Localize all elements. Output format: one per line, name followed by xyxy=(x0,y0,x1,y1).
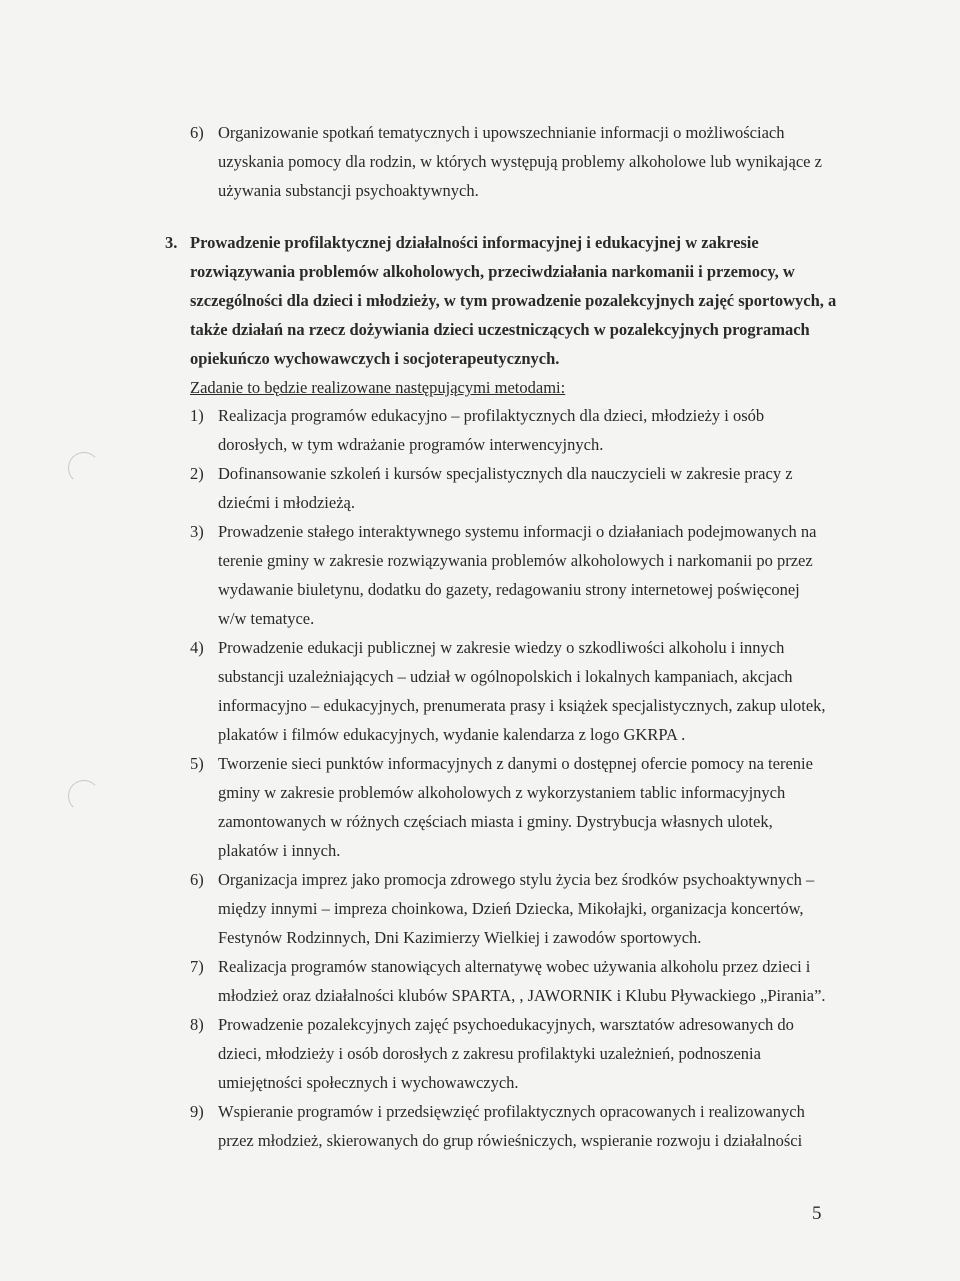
list-item-number: 8) xyxy=(190,1015,204,1034)
list-item-number: 7) xyxy=(190,957,204,976)
list-item xyxy=(190,633,830,749)
section-title: Prowadzenie profilaktycznej działalności informacyjnej i edukacyjnej w zakresie rozwiązywania problemów alkoholowych, przeciwdziałania narkomanii i przemocy, w szczególności dla dzieci i młodzieży, w tym prowadzenie pozalekcyjnych zajęć sportowych, a także działań na rzecz dożywiania dzieci uczestniczących w pozalekcyjnych programach opiekuńczo wychowawczych i socjoterapeutycznych. xyxy=(190,233,837,368)
list-item-text: Tworzenie sieci punktów informacyjnych z danymi o dostępnej ofercie pomocy na terenie gminy w zakresie problemów alkoholowych z wykorzystaniem tablic informacyjnych zamontowanych w różnych częściach miasta i gminy. Dystrybucja własnych ulotek, plakatów i innych. xyxy=(218,754,813,860)
list-item-text: Prowadzenie edukacji publicznej w zakresie wiedzy o szkodliwości alkoholu i innych substancji uzależniających – udział w ogólnopolskich i lokalnych kampaniach, akcjach informacyjno – edukacyjnych, prenumerata prasy i książek specjalistycznych, zakup ulotek, plakatów i filmów edukacyjnych, wydanie kalendarza z logo GKRPA . xyxy=(218,638,826,744)
list-item-text: Prowadzenie pozalekcyjnych zajęć psychoedukacyjnych, warsztatów adresowanych do dzieci, młodzieży i osób dorosłych z zakresu profilaktyki uzależnień, podnoszenia umiejętności społecznych i wychowawczych. xyxy=(218,1015,794,1092)
list-item-text: Wspieranie programów i przedsięwzięć profilaktycznych opracowanych i realizowanych przez młodzież, skierowanych do grup rówieśniczych, wspieranie rozwoju i działalności xyxy=(218,1102,805,1150)
list-item-number: 1) xyxy=(190,406,204,425)
list-item-number: 6) xyxy=(190,123,204,142)
list-item-number: 9) xyxy=(190,1102,204,1121)
list-item-text: Realizacja programów edukacyjno – profilaktycznych dla dzieci, młodzieży i osób dorosłych, w tym wdrażanie programów interwencyjnych. xyxy=(218,406,765,454)
list-item xyxy=(190,749,830,865)
section-number: 3. xyxy=(165,233,178,252)
page-number: 5 xyxy=(812,1203,822,1224)
punch-hole-mark xyxy=(68,452,100,484)
list-item xyxy=(190,459,830,517)
section-heading xyxy=(165,228,845,373)
list-item-text: Prowadzenie stałego interaktywnego systemu informacji o działaniach podejmowanych na terenie gminy w zakresie rozwiązywania problemów alkoholowych i narkomanii po przez wydawanie biuletynu, dodatku do gazety, redagowaniu strony internetowej poświęconej w/w tematyce. xyxy=(218,522,817,628)
punch-hole-mark xyxy=(68,780,100,812)
list-item-text: Realizacja programów stanowiących alternatywę wobec używania alkoholu przez dzieci i młodzież oraz działalności klubów SPARTA, , JAWORNIK i Klubu Pływackiego „Pirania”. xyxy=(218,957,826,1005)
list-item-number: 2) xyxy=(190,464,204,483)
methods-label: Zadanie to będzie realizowane następującymi metodami: xyxy=(190,378,566,397)
list-item-number: 3) xyxy=(190,522,204,541)
list-item-number: 5) xyxy=(190,754,204,773)
methods-list xyxy=(190,401,830,1155)
list-item-number: 4) xyxy=(190,638,204,657)
list-item xyxy=(190,517,830,633)
list-item-text: Organizowanie spotkań tematycznych i upowszechnianie informacji o możliwościach uzyskania pomocy dla rodzin, w których występują problemy alkoholowe lub wynikające z używania substancji psychoaktywnych. xyxy=(218,123,822,200)
list-item-number: 6) xyxy=(190,870,204,889)
list-item xyxy=(190,1097,830,1155)
list-item-text: Dofinansowanie szkoleń i kursów specjalistycznych dla nauczycieli w zakresie pracy z dziećmi i młodzieżą. xyxy=(218,464,793,512)
list-item xyxy=(190,865,830,952)
list-item-previous xyxy=(190,118,830,205)
list-item-text: Organizacja imprez jako promocja zdrowego stylu życia bez środków psychoaktywnych – między innymi – impreza choinkowa, Dzień Dziecka, Mikołajki, organizacja koncertów, Festynów Rodzinnych, Dni Kazimierzy Wielkiej i zawodów sportowych. xyxy=(218,870,815,947)
list-item xyxy=(190,401,830,459)
list-item xyxy=(190,952,830,1010)
list-item xyxy=(190,1010,830,1097)
